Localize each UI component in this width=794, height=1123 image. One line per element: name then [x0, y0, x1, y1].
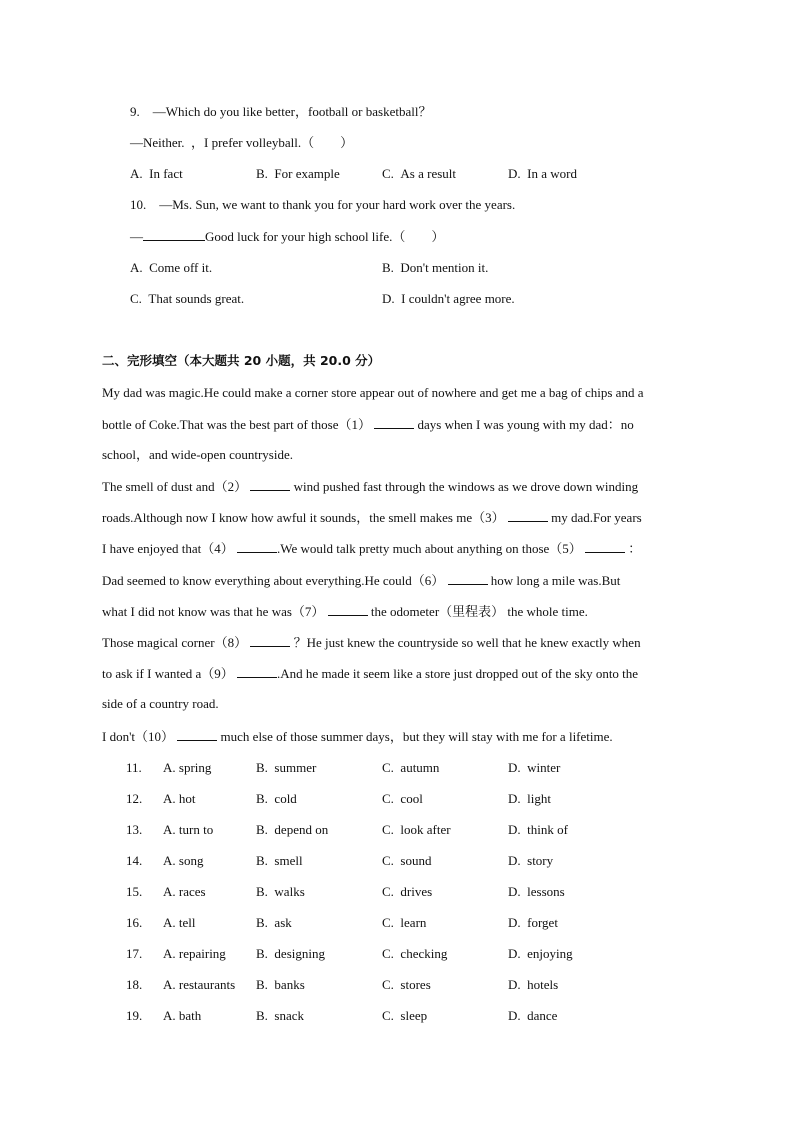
question-number: 11.: [126, 760, 142, 775]
question-number: 19.: [126, 1008, 143, 1023]
option-c[interactable]: C. sleep: [382, 1008, 428, 1023]
option-c[interactable]: C. autumn: [382, 760, 440, 775]
option-a[interactable]: A. spring: [163, 760, 212, 775]
passage-line: [102, 665, 638, 682]
q9-option-b[interactable]: B. For example: [256, 166, 340, 181]
passage-text: ：: [628, 541, 642, 556]
option-b[interactable]: B. depend on: [256, 822, 329, 837]
passage-text: the odometer（里程表） the whole time.: [370, 604, 588, 619]
passage-text: days when I was young with my dad：no: [417, 417, 634, 432]
option-d[interactable]: D. forget: [508, 915, 558, 930]
blank-10[interactable]: [177, 728, 217, 741]
passage-line: [102, 416, 634, 433]
q10-option-d[interactable]: D. I couldn't agree more.: [382, 291, 515, 306]
option-c[interactable]: C. learn: [382, 915, 427, 930]
option-c[interactable]: C. stores: [382, 977, 431, 992]
passage-line: [102, 540, 641, 557]
passage-line: [102, 509, 642, 526]
option-b[interactable]: B. walks: [256, 884, 305, 899]
q10-option-a[interactable]: A. Come off it.: [130, 260, 213, 275]
option-b[interactable]: B. banks: [256, 977, 305, 992]
passage-text: I have enjoyed that（4）: [102, 541, 234, 556]
option-a[interactable]: A. repairing: [163, 946, 226, 961]
question-number: 18.: [126, 977, 143, 992]
q10-stem: 10. —Ms. Sun, we want to thank you for your hard work over the years.: [130, 197, 516, 212]
option-c[interactable]: C. sound: [382, 853, 432, 868]
blank-2[interactable]: [250, 478, 290, 491]
passage-text: .We would talk pretty much about anything on those（5）: [277, 541, 582, 556]
option-d[interactable]: D. story: [508, 853, 554, 868]
passage-line: My dad was magic.He could make a corner store appear out of nowhere and get me a bag of chips and a: [102, 385, 644, 400]
option-b[interactable]: B. ask: [256, 915, 292, 930]
passage-text: to ask if I wanted a（9）: [102, 666, 234, 681]
passage-line: school，and wide-open countryside.: [102, 447, 293, 462]
passage-text: bottle of Coke.That was the best part of those（1）: [102, 417, 371, 432]
option-c[interactable]: C. cool: [382, 791, 423, 806]
passage-line: [102, 603, 588, 620]
option-d[interactable]: D. lessons: [508, 884, 565, 899]
q10-reply-prefix: —: [130, 229, 143, 244]
option-d[interactable]: D. dance: [508, 1008, 558, 1023]
option-a[interactable]: A. hot: [163, 791, 196, 806]
passage-text: .And he made it seem like a store just dropped out of the sky onto the: [277, 666, 639, 681]
option-d[interactable]: D. hotels: [508, 977, 559, 992]
option-d[interactable]: D. winter: [508, 760, 561, 775]
passage-line: [102, 728, 613, 745]
option-b[interactable]: B. summer: [256, 760, 317, 775]
question-number: 15.: [126, 884, 143, 899]
passage-text: what I did not know was that he was（7）: [102, 604, 325, 619]
blank-7[interactable]: [328, 603, 368, 616]
q10-reply: [130, 228, 444, 245]
answer-blank[interactable]: [143, 228, 205, 241]
q9-option-a[interactable]: A. In fact: [130, 166, 183, 181]
blank-8[interactable]: [250, 634, 290, 647]
passage-text: ？He just knew the countryside so well that he knew exactly when: [293, 635, 641, 650]
passage-line: [102, 478, 638, 495]
passage-text: The smell of dust and（2）: [102, 479, 248, 494]
section-heading: 二、完形填空（本大题共 20 小题，共 20.0 分）: [102, 353, 381, 368]
passage-text: roads.Although now I know how awful it sounds，the smell makes me（3）: [102, 510, 505, 525]
option-b[interactable]: B. smell: [256, 853, 303, 868]
option-d[interactable]: D. think of: [508, 822, 568, 837]
question-number: 14.: [126, 853, 143, 868]
option-a[interactable]: A. song: [163, 853, 204, 868]
q9-option-d[interactable]: D. In a word: [508, 166, 577, 181]
blank-3[interactable]: [508, 509, 548, 522]
question-number: 12.: [126, 791, 143, 806]
option-a[interactable]: A. turn to: [163, 822, 214, 837]
passage-text: my dad.For years: [551, 510, 642, 525]
option-d[interactable]: D. light: [508, 791, 551, 806]
option-a[interactable]: A. restaurants: [163, 977, 236, 992]
passage-text: how long a mile was.But: [490, 573, 621, 588]
passage-text: I don't（10）: [102, 729, 175, 744]
q9-option-c[interactable]: C. As a result: [382, 166, 457, 181]
option-b[interactable]: B. cold: [256, 791, 297, 806]
passage-text: Those magical corner（8）: [102, 635, 248, 650]
passage-line: side of a country road.: [102, 696, 219, 711]
option-c[interactable]: C. drives: [382, 884, 433, 899]
q10-option-b[interactable]: B. Don't mention it.: [382, 260, 489, 275]
q10-reply-suffix: Good luck for your high school life.（ ）: [205, 229, 445, 244]
q10-option-c[interactable]: C. That sounds great.: [130, 291, 245, 306]
option-d[interactable]: D. enjoying: [508, 946, 573, 961]
passage-text: much else of those summer days，but they will stay with me for a lifetime.: [220, 729, 613, 744]
question-number: 13.: [126, 822, 143, 837]
option-a[interactable]: A. tell: [163, 915, 196, 930]
option-b[interactable]: B. snack: [256, 1008, 305, 1023]
option-c[interactable]: C. checking: [382, 946, 448, 961]
passage-line: [102, 634, 641, 651]
passage-line: [102, 572, 620, 589]
passage-text: wind pushed fast through the windows as we drove down winding: [293, 479, 639, 494]
q9-stem: 9. —Which do you like better，football or basketball？: [130, 104, 432, 119]
option-a[interactable]: A. races: [163, 884, 206, 899]
question-number: 16.: [126, 915, 143, 930]
option-a[interactable]: A. bath: [163, 1008, 202, 1023]
blank-4[interactable]: [237, 540, 277, 553]
blank-5[interactable]: [585, 540, 625, 553]
option-b[interactable]: B. designing: [256, 946, 325, 961]
option-c[interactable]: C. look after: [382, 822, 451, 837]
blank-6[interactable]: [448, 572, 488, 585]
passage-text: Dad seemed to know everything about everything.He could（6）: [102, 573, 445, 588]
blank-1[interactable]: [374, 416, 414, 429]
question-number: 17.: [126, 946, 143, 961]
q9-reply: —Neither. ，I prefer volleyball.（ ）: [130, 135, 354, 150]
blank-9[interactable]: [237, 665, 277, 678]
